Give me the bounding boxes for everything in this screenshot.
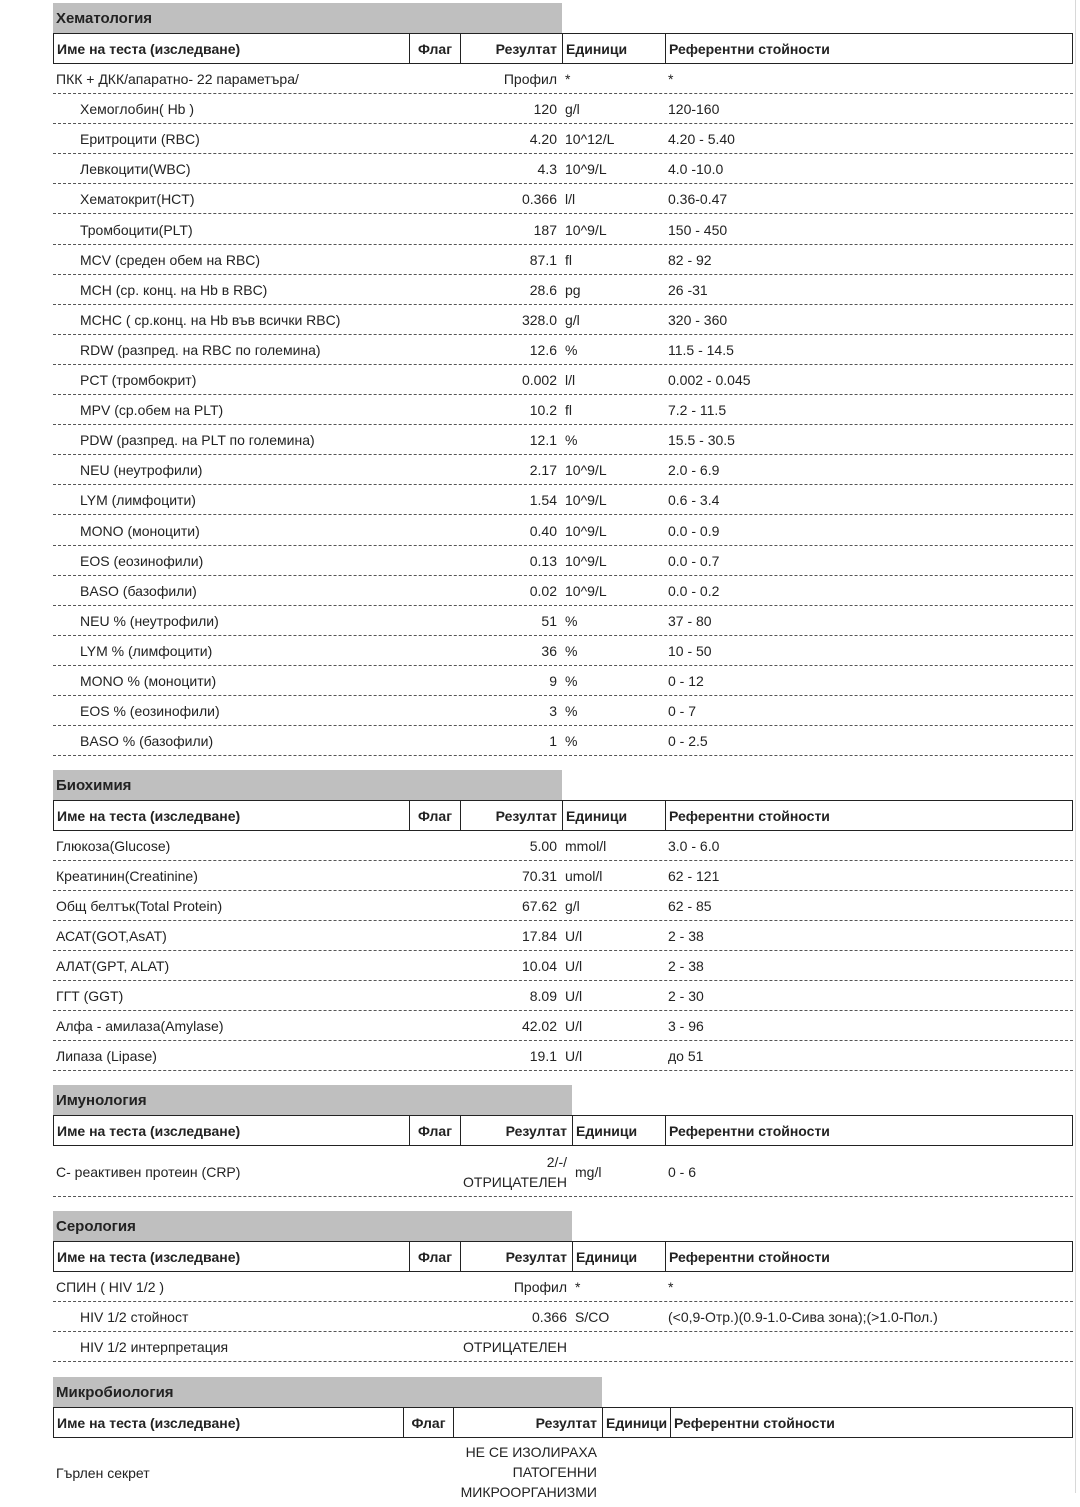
table-header	[53, 1241, 1073, 1272]
table-row	[53, 154, 1073, 184]
test-units: *	[575, 1279, 581, 1295]
test-units: umol/l	[565, 868, 603, 884]
table-row	[53, 395, 1073, 425]
test-reference: 7.2 - 11.5	[668, 402, 727, 419]
result-line: ОТРИЦАТЕЛЕН	[463, 1174, 567, 1190]
test-name: АСАТ(GOT,AsAT)	[56, 928, 167, 944]
header-name: Име на теста (изследване)	[54, 1242, 410, 1271]
test-units: 10^9/L	[565, 462, 607, 479]
table-row	[53, 1302, 1073, 1332]
test-reference: 0 - 7	[668, 703, 697, 720]
test-units: %	[565, 612, 578, 629]
test-name: Хематокрит(HCT)	[80, 191, 195, 208]
test-units: *	[565, 71, 571, 87]
test-units: 10^9/L	[565, 492, 607, 509]
test-result: ОТРИЦАТЕЛЕН	[463, 1339, 567, 1355]
test-result: 3	[549, 703, 557, 720]
table-row	[53, 606, 1073, 636]
test-result: 51	[541, 612, 557, 629]
section-title: Микробиология	[53, 1377, 602, 1407]
test-units: fl	[565, 402, 572, 419]
table-row	[53, 1272, 1073, 1302]
test-name: ПКК + ДКК/апаратно- 22 параметъра/	[56, 71, 299, 87]
test-reference: (<0,9-Отр.)(0.9-1.0-Сива зона);(>1.0-Пол.)	[668, 1309, 938, 1325]
test-name: MPV (ср.обем на PLT)	[80, 402, 224, 419]
test-reference: 2 - 38	[668, 958, 704, 974]
test-units: %	[565, 673, 578, 689]
test-result: 0.02	[529, 582, 557, 599]
result-line: МИКРООРГАНИЗМИ	[460, 1484, 597, 1500]
table-row	[53, 335, 1073, 365]
section-immunology	[53, 1085, 1073, 1200]
test-result: 12.6	[529, 341, 557, 358]
test-reference: 120-160	[668, 101, 720, 118]
test-name: СПИН ( HIV 1/2 )	[56, 1279, 165, 1295]
test-name: Левкоцити(WBC)	[80, 161, 191, 178]
table-header	[53, 800, 1073, 831]
header-units: Единици	[563, 801, 666, 830]
test-name: EOS % (еозинофили)	[80, 703, 220, 720]
table-row	[53, 516, 1073, 546]
test-name: LYM (лимфоцити)	[80, 492, 196, 509]
table-row	[53, 275, 1073, 305]
test-result: 5.00	[529, 838, 557, 854]
test-reference: 26 -31	[668, 281, 708, 298]
test-units: 10^12/L	[565, 131, 615, 148]
test-reference: 0.0 - 0.2	[668, 582, 720, 599]
header-reference: Референтни стойности	[669, 1123, 830, 1139]
test-reference: 2 - 30	[668, 988, 704, 1004]
test-reference: *	[668, 71, 674, 87]
test-name: NEU % (неутрофили)	[80, 612, 219, 629]
section-title: Хематология	[53, 3, 562, 33]
table-row	[53, 831, 1073, 861]
test-result: 0.13	[529, 552, 557, 569]
test-reference: 320 - 360	[668, 311, 728, 328]
header-flag: Флаг	[410, 1242, 461, 1271]
test-reference: 10 - 50	[668, 642, 712, 659]
test-result: 2.17	[529, 462, 557, 479]
test-result	[453, 1439, 602, 1499]
test-name: MONO % (моноцити)	[80, 673, 217, 689]
test-units: 10^9/L	[565, 582, 607, 599]
test-name: MCV (среден обем на RBC)	[80, 251, 261, 268]
test-name: АЛАТ(GPT, ALAT)	[56, 958, 170, 974]
page-right-border	[1075, 0, 1076, 1493]
table-row	[53, 576, 1073, 606]
test-reference: 2 - 38	[668, 928, 704, 944]
test-reference: 0 - 12	[668, 673, 704, 689]
test-result: 9	[549, 673, 557, 689]
header-units: Единици	[603, 1408, 671, 1437]
test-reference	[665, 1332, 1074, 1361]
test-name: Еритроцити (RBC)	[80, 131, 200, 148]
table-row	[53, 425, 1073, 455]
test-name: Гърлен секрет	[56, 1465, 150, 1481]
test-result: 1.54	[529, 492, 557, 509]
test-result: 36	[541, 642, 557, 659]
test-units: U/l	[565, 988, 583, 1004]
header-result: Резултат	[461, 34, 563, 63]
test-result: 1	[549, 733, 557, 750]
table-row	[53, 305, 1073, 335]
test-reference: 0.002 - 0.045	[668, 372, 751, 388]
test-units: %	[565, 703, 578, 720]
test-name: MCH (ср. конц. на Hb в RBC)	[80, 281, 268, 298]
test-name: RDW (разпред. на RBC по големина)	[80, 341, 321, 358]
test-result: 4.3	[537, 161, 557, 178]
test-units: l/l	[565, 191, 576, 208]
table-row	[53, 94, 1073, 124]
test-units: U/l	[565, 1018, 583, 1034]
test-units: g/l	[565, 898, 580, 914]
test-name: Общ белтък(Total Protein)	[56, 898, 223, 914]
test-reference: 4.20 - 5.40	[668, 131, 735, 148]
test-name: Глюкоза(Glucose)	[56, 838, 171, 854]
table-row	[53, 696, 1073, 726]
test-units: %	[565, 733, 578, 750]
table-header	[53, 1407, 1073, 1438]
test-result: 120	[533, 101, 557, 118]
test-result: 70.31	[521, 868, 557, 884]
table-row	[53, 365, 1073, 395]
test-name: Липаза (Lipase)	[56, 1048, 157, 1064]
result-line: 2/-/	[546, 1154, 567, 1170]
table-row	[53, 861, 1073, 891]
table-row	[53, 891, 1073, 921]
table-row	[53, 124, 1073, 154]
test-units: 10^9/L	[565, 161, 607, 178]
test-result: 8.09	[529, 988, 557, 1004]
test-result: 87.1	[529, 251, 557, 268]
header-flag: Флаг	[404, 1408, 454, 1437]
table-row	[53, 184, 1073, 214]
header-result: Резултат	[461, 1116, 573, 1145]
test-reference: 0.6 - 3.4	[668, 492, 720, 509]
header-units: Единици	[573, 1242, 666, 1271]
table-row	[53, 455, 1073, 485]
table-row	[53, 546, 1073, 576]
test-reference: 0.0 - 0.9	[668, 522, 720, 539]
test-result: 10.04	[521, 958, 557, 974]
test-units	[572, 1332, 668, 1361]
header-result: Резултат	[461, 801, 563, 830]
header-flag: Флаг	[410, 801, 461, 830]
header-units: Единици	[573, 1116, 666, 1145]
table-row	[53, 215, 1073, 245]
test-reference: 0 - 2.5	[668, 733, 708, 750]
section-hematology	[53, 3, 1073, 757]
test-units: %	[565, 432, 578, 449]
test-result: 17.84	[521, 928, 557, 944]
test-reference: 82 - 92	[668, 251, 712, 268]
test-result: 4.20	[529, 131, 557, 148]
test-result: Профил	[513, 1279, 567, 1295]
table-row	[53, 951, 1073, 981]
table-row	[53, 921, 1073, 951]
test-result	[460, 1147, 572, 1196]
test-units: mmol/l	[565, 838, 607, 854]
test-reference: 150 - 450	[668, 221, 728, 238]
section-title: Серология	[53, 1211, 572, 1241]
test-name: Хемоглобин( Hb )	[80, 101, 195, 118]
test-result: 42.02	[521, 1018, 557, 1034]
test-name: ГГТ (GGT)	[56, 988, 124, 1004]
test-units: U/l	[565, 1048, 583, 1064]
test-name: Креатинин(Creatinine)	[56, 868, 198, 884]
test-name: MCHC ( ср.конц. на Hb във всички RBC)	[80, 311, 341, 328]
test-name: PCT (тромбокрит)	[80, 372, 197, 388]
test-reference: 2.0 - 6.9	[668, 462, 720, 479]
table-row	[53, 1011, 1073, 1041]
test-units: S/CO	[575, 1309, 610, 1325]
test-reference: 0.0 - 0.7	[668, 552, 720, 569]
test-result: 10.2	[529, 402, 557, 419]
header-reference: Референтни стойности	[669, 808, 830, 824]
table-row	[53, 485, 1073, 515]
test-result: 0.002	[521, 372, 557, 388]
test-name: HIV 1/2 стойност	[80, 1309, 189, 1325]
table-row	[53, 245, 1073, 275]
section-microbiology	[53, 1377, 1073, 1500]
table-header	[53, 1115, 1073, 1146]
section-title: Имунология	[53, 1085, 572, 1115]
test-result: 187	[533, 221, 557, 238]
test-name: Алфа - амилаза(Amylase)	[56, 1018, 224, 1034]
test-units: g/l	[565, 101, 580, 118]
test-name: BASO (базофили)	[80, 582, 197, 599]
test-name: MONO (моноцити)	[80, 522, 200, 539]
table-row	[53, 1332, 1073, 1362]
test-units: mg/l	[575, 1164, 602, 1180]
test-result: Профил	[503, 71, 557, 87]
test-name: EOS (еозинофили)	[80, 552, 204, 569]
test-reference: 3.0 - 6.0	[668, 838, 720, 854]
test-units: g/l	[565, 311, 580, 328]
header-name: Име на теста (изследване)	[54, 1408, 404, 1437]
test-reference: *	[668, 1279, 674, 1295]
test-units: %	[565, 341, 578, 358]
test-reference: 62 - 85	[668, 898, 712, 914]
section-title: Биохимия	[53, 770, 562, 800]
test-units: pg	[565, 281, 581, 298]
test-reference: 3 - 96	[668, 1018, 704, 1034]
test-reference: до 51	[668, 1048, 704, 1064]
header-result: Резултат	[461, 1242, 573, 1271]
table-row	[53, 636, 1073, 666]
table-header	[53, 33, 1073, 64]
header-reference: Референтни стойности	[669, 1249, 830, 1265]
test-name: BASO % (базофили)	[80, 733, 214, 750]
test-units: %	[565, 642, 578, 659]
result-line: НЕ СЕ ИЗОЛИРАХА	[465, 1444, 597, 1460]
test-name: LYM % (лимфоцити)	[80, 642, 213, 659]
test-units: 10^9/L	[565, 552, 607, 569]
header-name: Име на теста (изследване)	[54, 801, 410, 830]
test-units: l/l	[565, 372, 576, 388]
test-reference: 37 - 80	[668, 612, 712, 629]
test-result: 28.6	[529, 281, 557, 298]
test-name: NEU (неутрофили)	[80, 462, 203, 479]
header-flag: Флаг	[410, 1116, 461, 1145]
test-name: PDW (разпред. на PLT по големина)	[80, 432, 315, 449]
test-result: 0.366	[531, 1309, 567, 1325]
test-units: U/l	[565, 958, 583, 974]
section-biochemistry	[53, 770, 1073, 1074]
test-reference: 11.5 - 14.5	[668, 341, 734, 358]
table-row	[53, 1147, 1073, 1197]
table-row	[53, 1041, 1073, 1071]
test-result: 328.0	[521, 311, 557, 328]
test-reference: 15.5 - 30.5	[668, 432, 735, 449]
test-result: 67.62	[521, 898, 557, 914]
test-reference: 0.36-0.47	[668, 191, 728, 208]
test-units: 10^9/L	[565, 522, 607, 539]
test-result: 0.40	[529, 522, 557, 539]
test-reference: 4.0 -10.0	[668, 161, 724, 178]
table-row	[53, 1439, 1073, 1499]
test-result: 19.1	[529, 1048, 557, 1064]
table-row	[53, 726, 1073, 756]
header-flag: Флаг	[410, 34, 461, 63]
test-reference: 62 - 121	[668, 868, 720, 884]
result-line: ПАТОГЕННИ	[512, 1464, 597, 1480]
header-result: Резултат	[454, 1408, 603, 1437]
table-row	[53, 981, 1073, 1011]
test-units: fl	[565, 251, 572, 268]
header-reference: Референтни стойности	[674, 1415, 835, 1431]
test-units: 10^9/L	[565, 221, 607, 238]
table-row	[53, 666, 1073, 696]
test-reference: 0 - 6	[668, 1164, 697, 1180]
table-row	[53, 64, 1073, 94]
header-reference: Референтни стойности	[669, 41, 830, 57]
test-name: С- реактивен протеин (CRP)	[56, 1164, 241, 1180]
test-result: 0.366	[521, 191, 557, 208]
header-name: Име на теста (изследване)	[54, 1116, 410, 1145]
test-result: 12.1	[529, 432, 557, 449]
header-units: Единици	[563, 34, 666, 63]
test-name: Тромбоцити(PLT)	[80, 221, 193, 238]
test-name: HIV 1/2 интерпретация	[80, 1339, 229, 1355]
header-name: Име на теста (изследване)	[54, 34, 410, 63]
test-units: U/l	[565, 928, 583, 944]
section-serology	[53, 1211, 1073, 1365]
